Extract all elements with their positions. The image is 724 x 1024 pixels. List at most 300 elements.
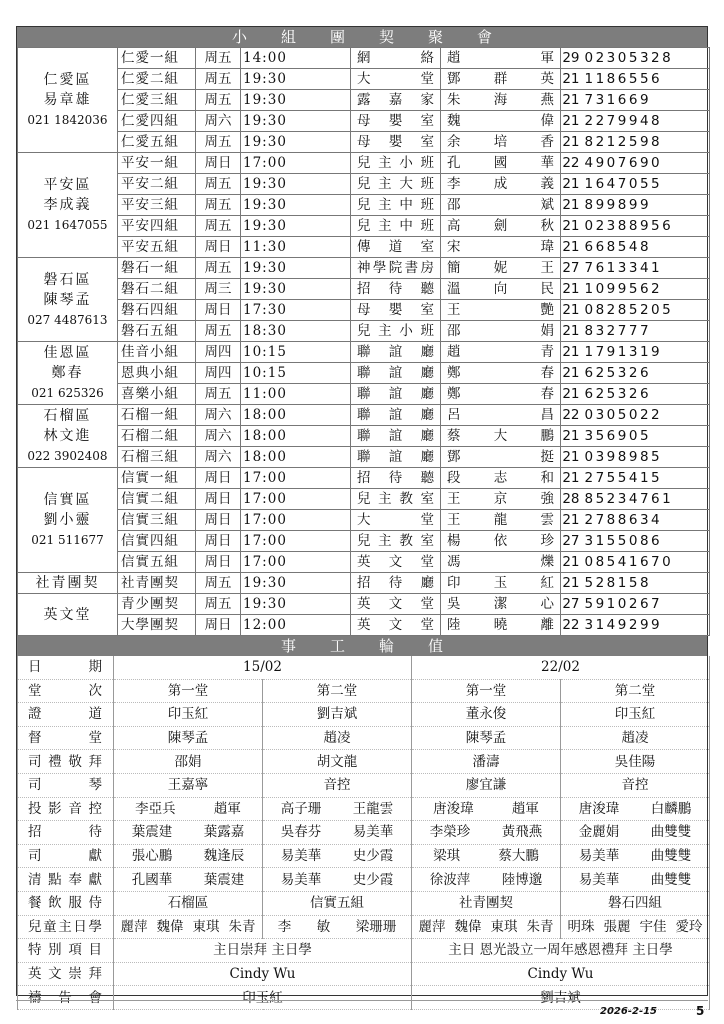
- service-name: 第一堂: [412, 679, 561, 703]
- duty-person: 東琪: [192, 918, 220, 935]
- duty-role: 清點奉獻: [18, 868, 114, 892]
- duty-person: 信實五組: [310, 895, 364, 912]
- region-cell: [18, 573, 118, 594]
- duty-cell: [114, 891, 263, 915]
- group-host: 王龍雲: [441, 510, 561, 531]
- duty-person: 趙軍: [213, 800, 241, 817]
- duty-cell: [412, 726, 561, 750]
- phone-number: 731669: [583, 90, 710, 111]
- duty-person: 磐石四組: [608, 895, 662, 912]
- meeting-day: 周日: [196, 489, 241, 510]
- duty-person: 唐浚瑋: [578, 800, 620, 817]
- group-row: [18, 279, 710, 300]
- group-name: 石榴一組: [118, 405, 196, 426]
- duty-person: 葉震建: [131, 824, 173, 841]
- date-label: 日期: [18, 656, 114, 679]
- duty-person: 孔國華: [131, 871, 173, 888]
- duty-row: [18, 703, 710, 727]
- duty-person: 張麗: [603, 918, 631, 935]
- meeting-venue: 聯誼廳: [351, 447, 441, 468]
- phone-number: 1099562: [583, 279, 710, 300]
- duty-cell: [263, 750, 412, 774]
- phone-number: 7613341: [583, 258, 710, 279]
- duty-person: 胡文龍: [316, 753, 358, 770]
- meeting-time: 18:00: [241, 447, 351, 468]
- region-leader: 鄭春: [51, 365, 84, 381]
- duty-person: 白麟鵬: [650, 800, 692, 817]
- group-name: 仁愛二組: [118, 69, 196, 90]
- duty-person: 陳琴孟: [167, 730, 209, 747]
- duty-person: 梁珊珊: [355, 918, 397, 935]
- duty-cell: [412, 844, 561, 868]
- region-phone: 021 625326: [31, 386, 104, 400]
- phone-number: 3149299: [583, 615, 710, 636]
- duty-person: 明珠: [567, 918, 595, 935]
- meeting-venue: 聯誼廳: [351, 384, 441, 405]
- meeting-time: 10:15: [241, 363, 351, 384]
- phone-area-code: 21: [561, 111, 583, 132]
- phone-area-code: 21: [561, 510, 583, 531]
- group-host: 鄧挺: [441, 447, 561, 468]
- meeting-venue: 大堂: [351, 69, 441, 90]
- phone-number: 2755415: [583, 468, 710, 489]
- duty-role: 督堂: [18, 726, 114, 750]
- meeting-day: 周日: [196, 615, 241, 636]
- group-name: 磐石二組: [118, 279, 196, 300]
- region-name: 佳恩區: [43, 345, 92, 361]
- duty-person: 王龍雲: [352, 800, 394, 817]
- meeting-day: 周六: [196, 111, 241, 132]
- group-row: [18, 132, 710, 153]
- group-host: 鄭春: [441, 363, 561, 384]
- region-cell: [18, 405, 118, 468]
- duty-person: 徐波萍: [429, 871, 471, 888]
- meeting-time: 17:00: [241, 552, 351, 573]
- group-row: [18, 468, 710, 489]
- duty-cell: [263, 703, 412, 727]
- duty-cell: [412, 915, 561, 939]
- group-host: 余培香: [441, 132, 561, 153]
- group-name: 信實一組: [118, 468, 196, 489]
- meeting-time: 19:30: [241, 216, 351, 237]
- duty-cell: [561, 844, 710, 868]
- phone-area-code: 21: [561, 552, 583, 573]
- phone-number: 528158: [583, 573, 710, 594]
- phone-number: 0305022: [583, 405, 710, 426]
- duty-person: 曲雙雙: [650, 848, 692, 865]
- group-row: [18, 447, 710, 468]
- duty-people: [561, 916, 709, 938]
- region-cell: [18, 342, 118, 405]
- duty-person: 李亞兵: [135, 800, 176, 817]
- meeting-venue: 露嘉家: [351, 90, 441, 111]
- duty-person: 易美華: [578, 848, 620, 865]
- meeting-venue: 傳道室: [351, 237, 441, 258]
- duty-person: 唐浚瑋: [433, 800, 474, 817]
- duty-cell: [263, 773, 412, 797]
- duty-people: [561, 845, 709, 867]
- group-host: 陸曉離: [441, 615, 561, 636]
- phone-area-code: 21: [561, 279, 583, 300]
- phone-number: 3155086: [583, 531, 710, 552]
- meeting-day: 周五: [196, 384, 241, 405]
- duty-row: [18, 915, 710, 939]
- duty-person: 高子珊: [280, 800, 322, 817]
- meeting-venue: 招待聽: [351, 468, 441, 489]
- meeting-day: 周五: [196, 69, 241, 90]
- meeting-venue: 聯誼廳: [351, 342, 441, 363]
- duty-cell: [263, 821, 412, 845]
- duty-person: 魏偉: [454, 918, 482, 935]
- duty-cell: [114, 868, 263, 892]
- group-name: 平安三組: [118, 195, 196, 216]
- duty-person: 陳琴孟: [465, 730, 507, 747]
- group-host: 溫向民: [441, 279, 561, 300]
- duty-person: 史少霞: [352, 848, 394, 865]
- group-host: 趙青: [441, 342, 561, 363]
- duty-cell: [114, 821, 263, 845]
- group-host: 朱海燕: [441, 90, 561, 111]
- phone-area-code: 21: [561, 384, 583, 405]
- duty-person: 廖宜謙: [465, 777, 507, 794]
- meeting-time: 11:30: [241, 237, 351, 258]
- duty-cell: [114, 773, 263, 797]
- meeting-time: 17:00: [241, 531, 351, 552]
- duty-cell: [114, 844, 263, 868]
- meeting-venue: 兒主教室: [351, 531, 441, 552]
- duty-person: 朱青: [228, 918, 256, 935]
- meeting-time: 14:00: [241, 48, 351, 69]
- region-phone: 022 3902408: [27, 449, 108, 463]
- phone-area-code: 21: [561, 237, 583, 258]
- meeting-venue: 兒主中班: [351, 195, 441, 216]
- duty-people: [263, 869, 411, 891]
- meeting-time: 19:30: [241, 174, 351, 195]
- phone-area-code: 21: [561, 363, 583, 384]
- duty-people: [412, 845, 560, 867]
- duty-person: 音控: [621, 777, 649, 794]
- footer-date: 2026-2-15: [600, 1006, 658, 1017]
- phone-area-code: 21: [561, 216, 583, 237]
- duty-people: [263, 845, 411, 867]
- meeting-day: 周六: [196, 447, 241, 468]
- phone-area-code: 21: [561, 447, 583, 468]
- duty-cell: [263, 891, 412, 915]
- group-host: 段志和: [441, 468, 561, 489]
- phone-number: 625326: [583, 363, 710, 384]
- date-row: [18, 656, 710, 679]
- meeting-venue: 英文堂: [351, 552, 441, 573]
- duty-people: [114, 821, 262, 843]
- duty-row: [18, 844, 710, 868]
- duty-person: 魏偉: [156, 918, 184, 935]
- duty-person: 金麗娟: [578, 824, 620, 841]
- duty-person: 朱青: [526, 918, 554, 935]
- meeting-day: 周六: [196, 405, 241, 426]
- region-name: 英文堂: [43, 606, 92, 623]
- duty-merged-cell: Cindy Wu: [114, 962, 412, 986]
- duty-person: 陸博邈: [501, 871, 543, 888]
- region-cell: [18, 258, 118, 342]
- meeting-day: 周五: [196, 48, 241, 69]
- phone-area-code: 21: [561, 426, 583, 447]
- service-date: 15/02: [114, 656, 412, 679]
- meeting-venue: 聯誼廳: [351, 363, 441, 384]
- group-name: 喜樂小組: [118, 384, 196, 405]
- region-phone: 021 1647055: [27, 218, 108, 232]
- group-row: [18, 573, 710, 594]
- meeting-time: 19:30: [241, 111, 351, 132]
- duty-row: [18, 821, 710, 845]
- duty-merged-cell: 印玉紅: [114, 986, 412, 1010]
- group-name: 信實四組: [118, 531, 196, 552]
- meeting-venue: 母嬰室: [351, 132, 441, 153]
- group-host: 吳潔心: [441, 594, 561, 615]
- duty-role: 證道: [18, 703, 114, 727]
- phone-area-code: 22: [561, 405, 583, 426]
- duty-cell: [263, 915, 412, 939]
- duty-person: 麗萍: [120, 918, 148, 935]
- duty-person: 黃飛燕: [501, 824, 543, 841]
- region-leader: 李成義: [43, 197, 92, 213]
- duty-person: 吳春芬: [280, 824, 322, 841]
- meeting-day: 周四: [196, 363, 241, 384]
- duty-person: 劉吉斌: [316, 706, 358, 723]
- meeting-day: 周五: [196, 216, 241, 237]
- service-name: 第二堂: [561, 679, 710, 703]
- duty-row: [18, 939, 710, 963]
- group-name: 信實五組: [118, 552, 196, 573]
- duty-person: 邵娟: [174, 753, 202, 770]
- group-row: [18, 594, 710, 615]
- duty-person: 社青團契: [459, 895, 513, 912]
- duty-merged-cell: 主日 恩光設立一周年感恩禮拜 主日學: [412, 939, 710, 963]
- phone-number: 1647055: [583, 174, 710, 195]
- group-row: [18, 510, 710, 531]
- group-host: 鄧群英: [441, 69, 561, 90]
- phone-area-code: 28: [561, 489, 583, 510]
- duty-people: [561, 798, 709, 820]
- footer-rule: [16, 1000, 708, 1001]
- meeting-time: 10:15: [241, 342, 351, 363]
- duty-roster-table: [17, 656, 710, 1010]
- phone-number: 0398985: [583, 447, 710, 468]
- group-host: 蔡大鵬: [441, 426, 561, 447]
- duty-person: 音控: [323, 777, 351, 794]
- phone-area-code: 27: [561, 594, 583, 615]
- phone-area-code: 21: [561, 321, 583, 342]
- group-host: 宋瑋: [441, 237, 561, 258]
- meeting-venue: 兒主中班: [351, 216, 441, 237]
- duty-people: [412, 869, 560, 891]
- group-host: 楊依珍: [441, 531, 561, 552]
- duty-people: [263, 916, 411, 938]
- duty-person: 宇佳: [639, 918, 667, 935]
- group-name: 仁愛一組: [118, 48, 196, 69]
- phone-area-code: 22: [561, 615, 583, 636]
- duty-people: [263, 798, 411, 820]
- duty-row: [18, 891, 710, 915]
- duty-person: 麗萍: [418, 918, 446, 935]
- duty-role: 禱告會: [18, 986, 114, 1010]
- group-row: [18, 90, 710, 111]
- duty-person: 易美華: [578, 871, 620, 888]
- phone-number: 668548: [583, 237, 710, 258]
- phone-area-code: 21: [561, 174, 583, 195]
- group-host: 呂昌: [441, 405, 561, 426]
- group-name: 大學團契: [118, 615, 196, 636]
- region-name: 平安區: [43, 177, 92, 193]
- phone-number: 08285205: [583, 300, 710, 321]
- phone-area-code: 21: [561, 69, 583, 90]
- duty-section-title: 事工輪值: [17, 636, 707, 656]
- group-row: [18, 405, 710, 426]
- phone-number: 1791319: [583, 342, 710, 363]
- group-name: 平安四組: [118, 216, 196, 237]
- meeting-venue: 聯誼廳: [351, 426, 441, 447]
- group-name: 磐石五組: [118, 321, 196, 342]
- duty-cell: [561, 750, 710, 774]
- duty-person: 梁琪: [433, 848, 461, 865]
- group-host: 孔國華: [441, 153, 561, 174]
- service-name: 第一堂: [114, 679, 263, 703]
- duty-cell: [114, 703, 263, 727]
- duty-role: 英文崇拜: [18, 962, 114, 986]
- duty-people: [561, 869, 709, 891]
- meeting-day: 周四: [196, 342, 241, 363]
- duty-person: 曲雙雙: [650, 824, 692, 841]
- duty-person: 趙軍: [511, 800, 539, 817]
- duty-row: [18, 868, 710, 892]
- duty-cell: [263, 868, 412, 892]
- region-name: 信實區: [43, 492, 92, 508]
- phone-number: 2788634: [583, 510, 710, 531]
- meeting-venue: 兒主大班: [351, 174, 441, 195]
- group-row: [18, 153, 710, 174]
- group-row: [18, 489, 710, 510]
- phone-number: 85234761: [583, 489, 710, 510]
- group-row: [18, 174, 710, 195]
- region-cell: [18, 48, 118, 153]
- phone-number: 8212598: [583, 132, 710, 153]
- meeting-day: 周六: [196, 426, 241, 447]
- duty-person: 易美華: [280, 848, 322, 865]
- phone-area-code: 21: [561, 342, 583, 363]
- meeting-day: 周日: [196, 153, 241, 174]
- duty-person: 吳佳陽: [614, 753, 656, 770]
- phone-number: 832777: [583, 321, 710, 342]
- group-host: 李成義: [441, 174, 561, 195]
- meeting-day: 周日: [196, 531, 241, 552]
- meeting-venue: 兒主小班: [351, 153, 441, 174]
- duty-person: 葉露嘉: [203, 824, 245, 841]
- group-host: 高劍秋: [441, 216, 561, 237]
- duty-person: 易美華: [280, 871, 322, 888]
- group-name: 信實三組: [118, 510, 196, 531]
- duty-person: 敏: [316, 918, 331, 935]
- duty-cell: [561, 891, 710, 915]
- duty-people: [412, 821, 560, 843]
- group-row: [18, 552, 710, 573]
- group-row: [18, 384, 710, 405]
- groups-section-title: 小組團契聚會: [17, 27, 707, 47]
- service-date: 22/02: [412, 656, 710, 679]
- group-host: 印玉紅: [441, 573, 561, 594]
- duty-cell: [412, 868, 561, 892]
- duty-cell: [561, 726, 710, 750]
- group-row: [18, 342, 710, 363]
- meeting-day: 周三: [196, 279, 241, 300]
- bulletin-page: [16, 26, 708, 1006]
- phone-area-code: 21: [561, 90, 583, 111]
- duty-person: 印玉紅: [167, 706, 209, 723]
- phone-number: 625326: [583, 384, 710, 405]
- duty-person: 魏逢辰: [203, 848, 245, 865]
- region-leader: 陳琴孟: [43, 291, 92, 308]
- phone-area-code: 27: [561, 258, 583, 279]
- duty-people: [412, 916, 560, 938]
- duty-cell: [412, 891, 561, 915]
- duty-people: [114, 869, 262, 891]
- duty-person: 董永俊: [465, 706, 507, 723]
- duty-person: 蔡大鵬: [498, 848, 539, 865]
- group-row: [18, 363, 710, 384]
- duty-cell: [412, 703, 561, 727]
- meeting-venue: 母嬰室: [351, 300, 441, 321]
- region-name: 磐石區: [43, 271, 92, 288]
- meeting-day: 周五: [196, 258, 241, 279]
- duty-merged-cell: 劉吉斌: [412, 986, 710, 1010]
- meeting-day: 周五: [196, 594, 241, 615]
- duty-cell: [561, 703, 710, 727]
- phone-area-code: 21: [561, 573, 583, 594]
- group-name: 恩典小組: [118, 363, 196, 384]
- duty-row: [18, 962, 710, 986]
- duty-cell: [412, 797, 561, 821]
- meeting-time: 12:00: [241, 615, 351, 636]
- region-phone: 021 1842036: [27, 113, 108, 127]
- phone-number: 08541670: [583, 552, 710, 573]
- duty-cell: [412, 773, 561, 797]
- duty-row: [18, 773, 710, 797]
- meeting-time: 17:00: [241, 468, 351, 489]
- meeting-day: 周日: [196, 468, 241, 489]
- page-number: 5: [696, 1004, 705, 1018]
- group-host: 邵斌: [441, 195, 561, 216]
- duty-cell: [114, 797, 263, 821]
- duty-person: 東琪: [490, 918, 518, 935]
- region-cell: [18, 594, 118, 636]
- meeting-day: 周日: [196, 510, 241, 531]
- phone-number: 5910267: [583, 594, 710, 615]
- group-row: [18, 48, 710, 69]
- meeting-day: 周五: [196, 573, 241, 594]
- region-name: 仁愛區: [43, 72, 92, 88]
- group-host: 魏偉: [441, 111, 561, 132]
- duty-person: 石榴區: [167, 895, 209, 912]
- duty-role: 特別項目: [18, 939, 114, 963]
- group-name: 仁愛三組: [118, 90, 196, 111]
- service-label: 堂次: [18, 679, 114, 703]
- meeting-time: 17:00: [241, 489, 351, 510]
- phone-number: 4907690: [583, 153, 710, 174]
- group-name: 石榴二組: [118, 426, 196, 447]
- duty-person: 王嘉寧: [167, 777, 209, 794]
- meeting-venue: 兒主教室: [351, 489, 441, 510]
- duty-cell: [561, 773, 710, 797]
- group-name: 仁愛五組: [118, 132, 196, 153]
- meeting-day: 周五: [196, 132, 241, 153]
